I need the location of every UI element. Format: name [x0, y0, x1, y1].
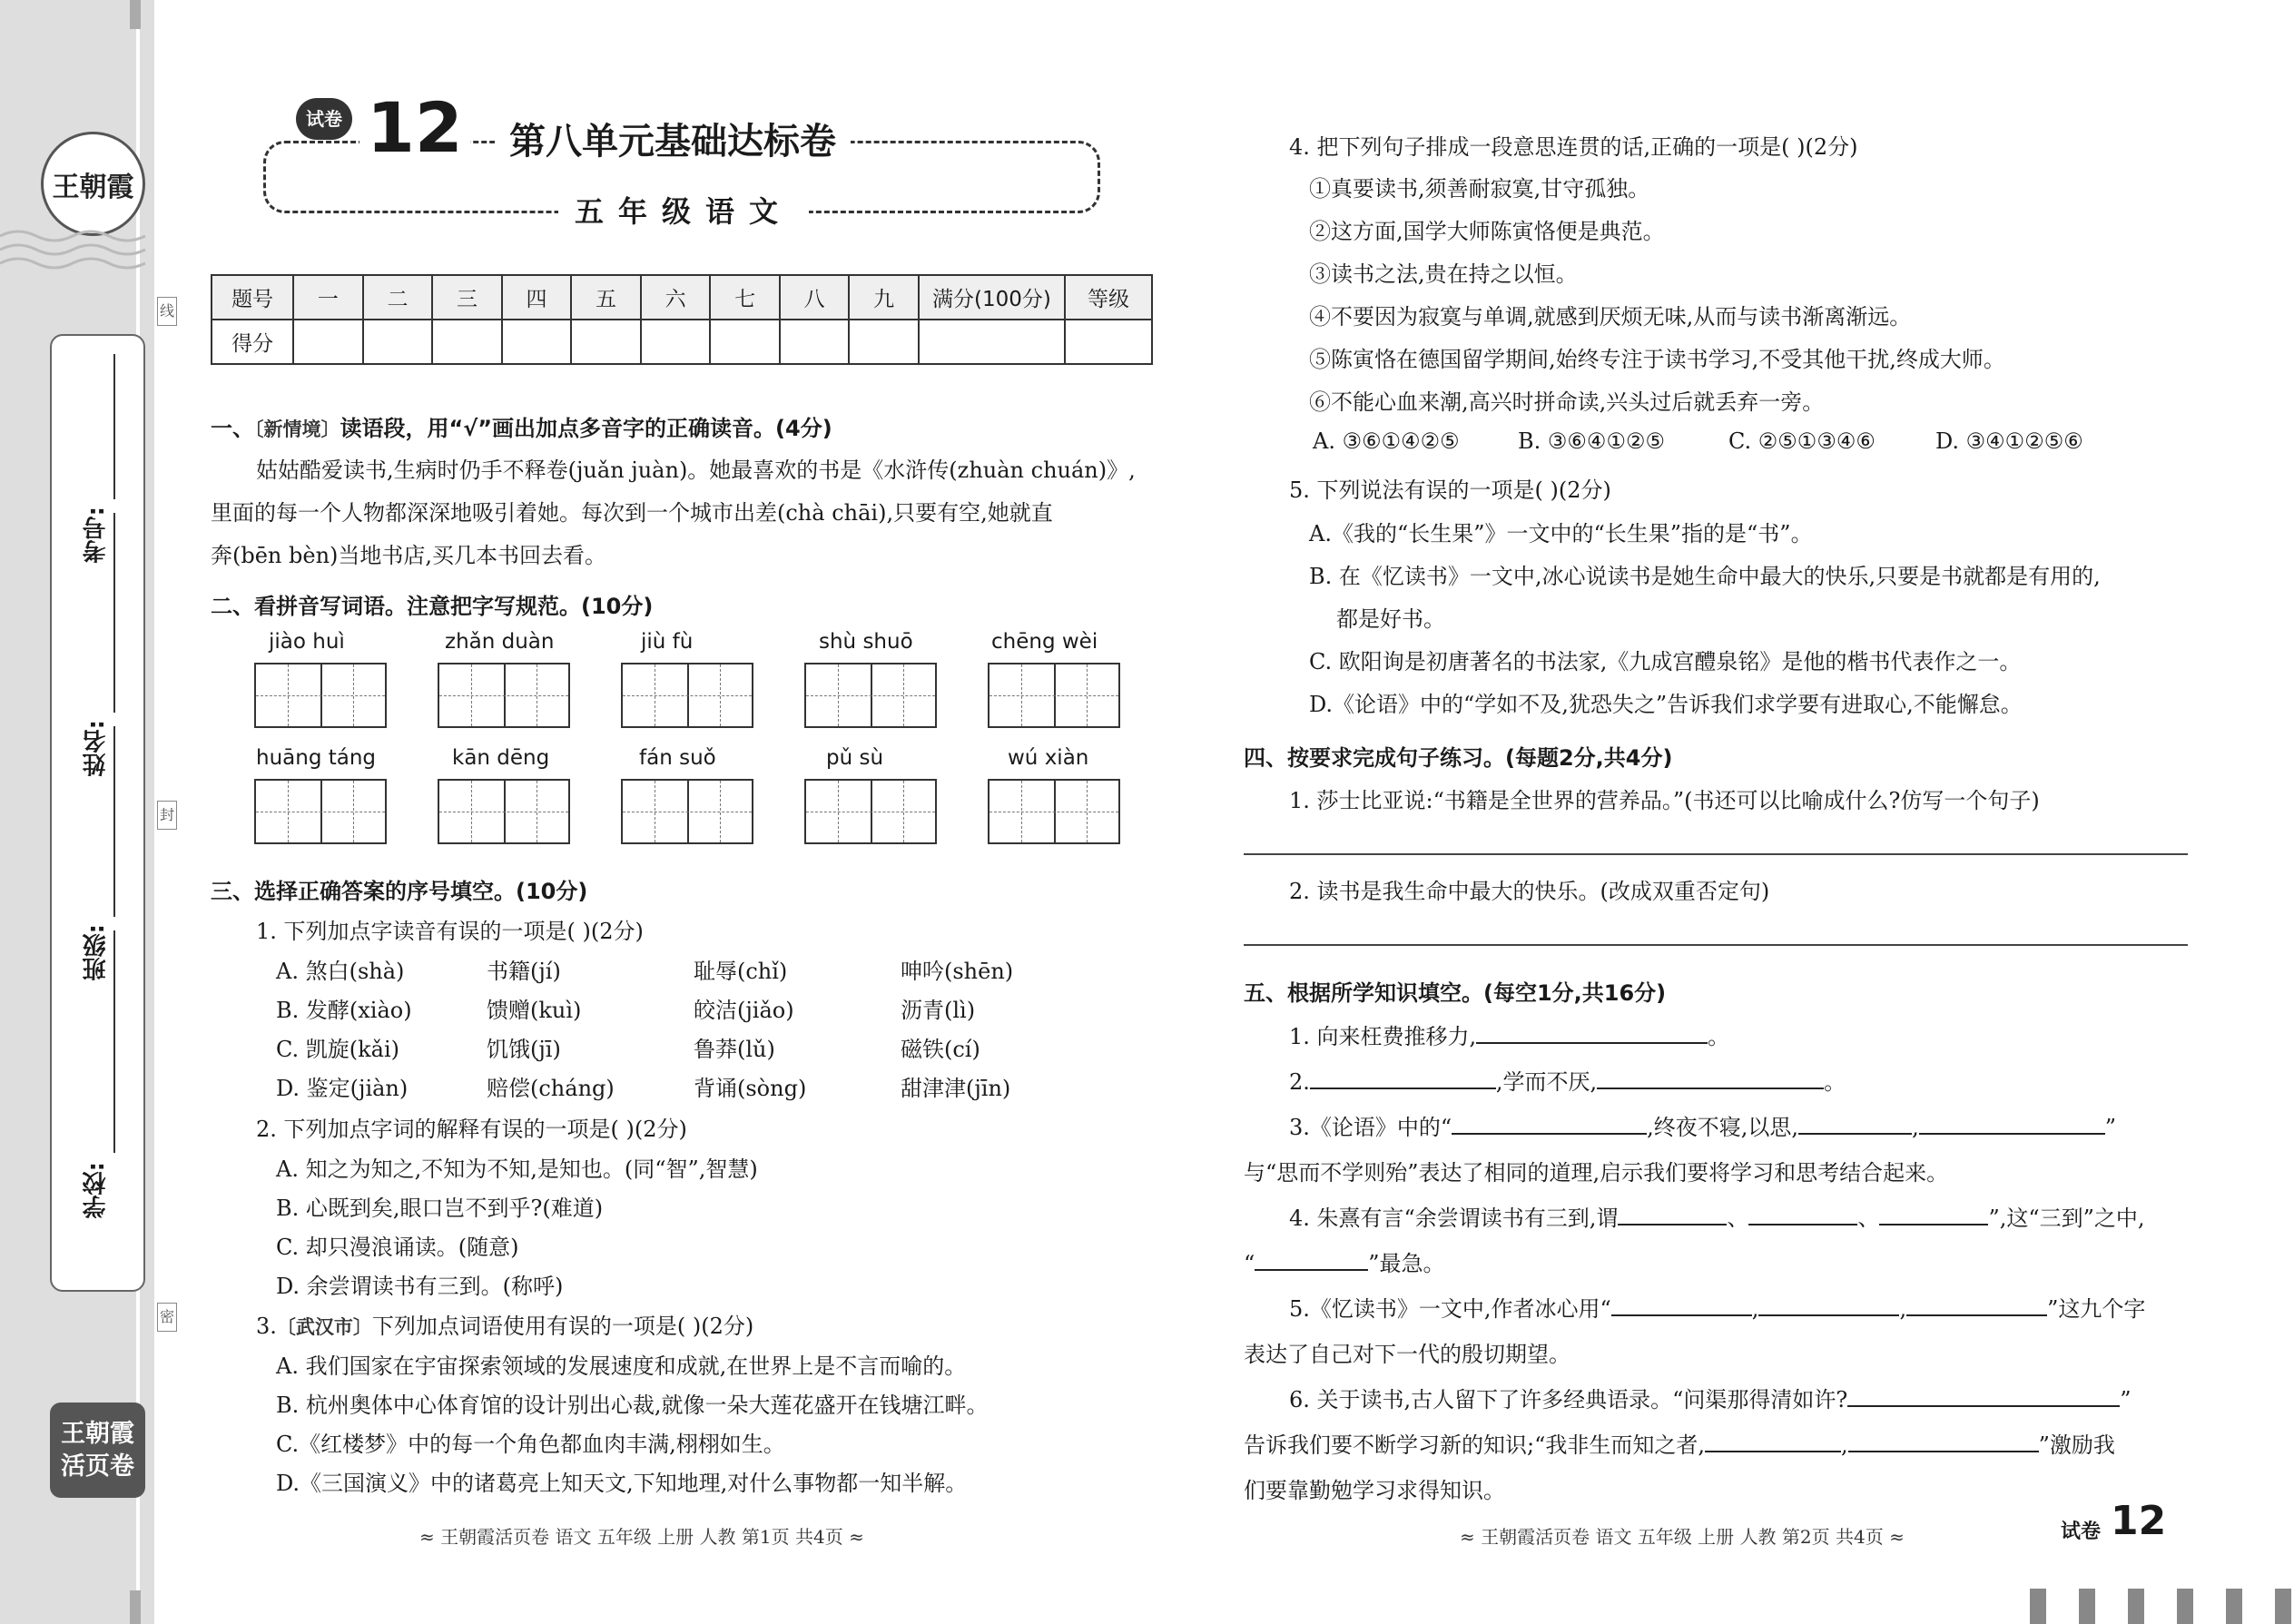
- pinyin-label: pǔ sù: [826, 746, 884, 770]
- option-cell: 赔偿(cháng): [487, 1076, 615, 1101]
- option-line: D.《论语》中的“学如不及,犹恐失之”告诉我们求学要有进取心,不能懈怠。: [1309, 692, 2023, 717]
- paper-number: 12: [359, 89, 470, 167]
- fill-text: ,: [1840, 1432, 1848, 1458]
- name-field[interactable]: [113, 513, 115, 713]
- blank[interactable]: [1705, 1431, 1841, 1452]
- option-line: C. 欧阳询是初唐著名的书法家,《九成宫醴泉铭》是他的楷书代表作之一。: [1309, 649, 2022, 674]
- table-cell: 六: [641, 275, 711, 320]
- fill-text: ,终夜不寝,以思,: [1647, 1115, 1799, 1140]
- fill-line-5: [1289, 1291, 2145, 1323]
- page-title: 第八单元基础达标卷: [495, 113, 851, 164]
- option-cell: 磁铁(cí): [901, 1037, 980, 1062]
- fill-text: 告诉我们要不断学习新的知识;“我非生而知之者,: [1244, 1432, 1705, 1458]
- binding-mark-line: 线: [157, 297, 177, 326]
- corner-label: 试卷: [2061, 1521, 2102, 1543]
- option-line: C.《红楼梦》中的每一个角色都血肉丰满,栩栩如生。: [276, 1432, 785, 1457]
- option-line: B. 杭州奥体中心体育馆的设计别出心裁,就像一朵大莲花盛开在钱塘江畔。: [276, 1393, 989, 1418]
- pinyin-label: kān dēng: [452, 746, 550, 770]
- blank[interactable]: [1848, 1431, 2039, 1452]
- brand-stamp: [50, 1403, 145, 1498]
- fill-text: ,: [1899, 1296, 1907, 1322]
- wave-decoration: [0, 222, 154, 277]
- class-field[interactable]: [113, 726, 115, 917]
- option-cell: 皎洁(jiǎo): [694, 998, 794, 1023]
- option-cell: A. 煞白(shà): [276, 959, 405, 984]
- fill-text: ”,这“三到”之中,: [1988, 1206, 2145, 1231]
- fill-text: 4. 朱熹有言“余尝谓读书有三到,谓: [1289, 1206, 1619, 1231]
- blank[interactable]: [1879, 1204, 1988, 1225]
- option-cell: 沥青(lì): [901, 998, 976, 1023]
- option-cell: 饥饿(jī): [487, 1037, 561, 1062]
- fill-line-6: [1289, 1382, 2132, 1413]
- score-cell[interactable]: [919, 320, 1065, 364]
- table-cell: 五: [571, 275, 641, 320]
- fill-text: 。: [1708, 1024, 1730, 1049]
- fill-line-6c: 们要靠勤勉学习求得知识。: [1244, 1478, 1505, 1503]
- bottom-bar: [2128, 1589, 2144, 1624]
- q1-paragraph-line: 姑姑酷爱读书,生病时仍手不释卷(juǎn juàn)。她最喜欢的书是《水浒传(zhuàn chuán)》,: [256, 458, 1136, 483]
- choice-option: D. ③④①②⑤⑥: [1935, 428, 2083, 454]
- q4-heading: 四、按要求完成句子练习。(每题2分,共4分): [1244, 745, 1673, 771]
- q2-heading: 二、看拼音写词语。注意把字写规范。(10分): [211, 594, 654, 619]
- fill-line-3b: 与“思而不学则殆”表达了相同的道理,启示我们要将学习和思考结合起来。: [1244, 1160, 1949, 1186]
- option-cell: 背诵(sòng): [694, 1076, 807, 1101]
- q1-heading-text: 读语段，用“√”画出加点多音字的正确读音。(4分): [340, 416, 832, 441]
- class-label: 班级:: [83, 924, 110, 981]
- q1-paragraph-line: 奔(bēn bèn)当地书店,买几本书回去看。: [211, 543, 607, 568]
- blank[interactable]: [1758, 1294, 1899, 1316]
- q3-heading: 三、选择正确答案的序号填空。(10分): [211, 879, 588, 904]
- fill-text: 6. 关于读书,古人留下了许多经典语录。“问渠那得清如许?: [1289, 1387, 1848, 1412]
- score-cell[interactable]: [1065, 320, 1152, 364]
- pinyin-label: fán suǒ: [639, 746, 716, 770]
- fill-text: ”最急。: [1368, 1251, 1445, 1276]
- score-cell[interactable]: [641, 320, 711, 364]
- sentence-item: ⑤陈寅恪在德国留学期间,始终专注于读书学习,不受其他干扰,终成大师。: [1309, 347, 2005, 372]
- fill-text: ,: [1751, 1296, 1759, 1322]
- table-cell: 九: [849, 275, 919, 320]
- fill-text: 5.《忆读书》一文中,作者冰心用“: [1289, 1296, 1611, 1322]
- blank[interactable]: [1597, 1068, 1824, 1089]
- writing-grid[interactable]: [621, 779, 753, 844]
- blank[interactable]: [1798, 1113, 1912, 1135]
- q3-sub2: 2. 下列加点字词的解释有误的一项是( )(2分): [256, 1117, 687, 1142]
- option-cell: B. 发酵(xiào): [276, 998, 412, 1023]
- blank[interactable]: [1618, 1204, 1727, 1225]
- q4-sub1: 1. 莎士比亚说:“书籍是全世界的营养品。”(书还可以比喻成什么?仿写一个句子): [1289, 788, 2040, 813]
- q1-tag: 〔新情境〕: [254, 418, 340, 440]
- table-cell: 八: [780, 275, 850, 320]
- writing-grid[interactable]: [438, 779, 570, 844]
- score-cell[interactable]: [363, 320, 433, 364]
- brand-line2: 活页卷: [61, 1452, 134, 1481]
- fill-text: ,: [1912, 1115, 1919, 1140]
- publisher-logo: [41, 132, 145, 236]
- bottom-bar: [2275, 1589, 2291, 1624]
- pinyin-label: jiào huì: [269, 630, 345, 654]
- bottom-bar: [2226, 1589, 2242, 1624]
- corner-number: 12: [2111, 1498, 2167, 1544]
- sentence-item: ⑥不能心血来潮,高兴时拼命读,兴头过后就丢弃一旁。: [1309, 389, 1825, 415]
- q5-heading: 五、根据所学知识填空。(每空1分,共16分): [1244, 980, 1667, 1006]
- choice-option: C. ②⑤①③④⑥: [1728, 428, 1876, 454]
- option-cell: D. 鉴定(jiàn): [276, 1076, 409, 1101]
- fill-line-5b: 表达了自己对下一代的殷切期望。: [1244, 1342, 1570, 1367]
- choice-option: B. ③⑥④①②⑤: [1518, 428, 1665, 454]
- table-cell: 等级: [1065, 275, 1152, 320]
- score-cell[interactable]: [432, 320, 502, 364]
- score-table: [211, 274, 1153, 365]
- option-cell: 甜津津(jīn): [901, 1076, 1011, 1101]
- option-cell: 鲁莽(lǔ): [694, 1037, 775, 1062]
- blank[interactable]: [1919, 1113, 2105, 1135]
- name-label: 姓名:: [83, 720, 110, 777]
- table-cell: 一: [293, 275, 363, 320]
- pinyin-label: shù shuō: [819, 630, 913, 654]
- writing-grid[interactable]: [438, 663, 570, 728]
- option-line: D.《三国演义》中的诸葛亮上知天文,下知地理,对什么事物都一知半解。: [276, 1471, 968, 1496]
- pinyin-label: zhǎn duàn: [445, 630, 555, 654]
- pinyin-label: wú xiàn: [1008, 746, 1089, 770]
- blank[interactable]: [1310, 1068, 1496, 1089]
- table-cell: 题号: [212, 275, 293, 320]
- binding-mark-seal: 封: [157, 801, 177, 830]
- q3-sub3: [256, 1308, 753, 1340]
- q3-sub1: 1. 下列加点字读音有误的一项是( )(2分): [256, 919, 644, 944]
- fill-line-3: [1289, 1109, 2116, 1141]
- strip-mark: [130, 0, 141, 29]
- bottom-bar: [2177, 1589, 2193, 1624]
- writing-grid[interactable]: [988, 663, 1120, 728]
- option-cell: 书籍(jí): [487, 959, 561, 984]
- fill-line-4: [1289, 1200, 2145, 1232]
- fill-text: ”激励我: [2038, 1432, 2115, 1458]
- option-cell: 耻辱(chǐ): [694, 959, 788, 984]
- q4-sub2: 2. 读书是我生命中最大的快乐。(改成双重否定句): [1289, 879, 1770, 904]
- writing-grid[interactable]: [804, 779, 937, 844]
- score-cell[interactable]: [502, 320, 572, 364]
- blank[interactable]: [1906, 1294, 2047, 1316]
- binding-mark-secret: 密: [157, 1303, 177, 1332]
- footer-right: ≈ 王朝霞活页卷 语文 五年级 上册 人教 第2页 共4页 ≈: [1460, 1526, 1905, 1548]
- sentence-item: ②这方面,国学大师陈寅恪便是典范。: [1309, 219, 1665, 244]
- blank[interactable]: [1452, 1113, 1647, 1135]
- score-cell[interactable]: [780, 320, 850, 364]
- table-cell: 三: [432, 275, 502, 320]
- school-label: 学校:: [83, 1162, 110, 1219]
- option-line: C. 却只漫浪诵读。(随意): [276, 1235, 519, 1260]
- fill-text: ”: [2120, 1387, 2132, 1412]
- option-line: A. 知之为知之,不知为不知,是知也。(同“智”,智慧): [276, 1156, 758, 1182]
- writing-grid[interactable]: [254, 663, 387, 728]
- bottom-bar: [2079, 1589, 2095, 1624]
- q1-heading: [211, 410, 832, 442]
- strip-mark: [130, 1590, 141, 1624]
- table-cell: 二: [363, 275, 433, 320]
- table-cell: 得分: [212, 320, 293, 364]
- option-line: A.《我的“长生果”》一文中的“长生果”指的是“书”。: [1309, 521, 1813, 546]
- writing-grid[interactable]: [988, 779, 1120, 844]
- blank[interactable]: [1611, 1294, 1752, 1316]
- pinyin-label: chēng wèi: [991, 630, 1098, 654]
- score-cell[interactable]: [293, 320, 363, 364]
- student-info-card: [50, 334, 145, 1292]
- fill-line-4b: [1244, 1245, 1445, 1277]
- fill-text: 、: [1857, 1206, 1880, 1231]
- blank[interactable]: [1748, 1204, 1857, 1225]
- q3-sub3-text: 下列加点词语使用有误的一项是( )(2分): [371, 1314, 754, 1339]
- fill-text: ”: [2104, 1115, 2116, 1140]
- choice-option: A. ③⑥①④②⑤: [1313, 428, 1460, 454]
- fill-text: 、: [1727, 1206, 1749, 1231]
- pinyin-label: huāng táng: [256, 746, 377, 770]
- table-row: [212, 275, 1152, 320]
- q3-sub5: 5. 下列说法有误的一项是( )(2分): [1289, 477, 1611, 503]
- option-line: 都是好书。: [1336, 606, 1445, 632]
- sentence-item: ④不要因为寂寞与单调,就感到厌烦无味,从而与读书渐离渐远。: [1309, 304, 1912, 330]
- fill-text: 1. 向来枉费推移力,: [1289, 1024, 1477, 1049]
- fill-text: 。: [1824, 1069, 1846, 1095]
- blank[interactable]: [1255, 1249, 1368, 1271]
- writing-grid[interactable]: [621, 663, 753, 728]
- school-field[interactable]: [113, 930, 115, 1153]
- fill-line-1: [1289, 1019, 1729, 1050]
- option-line: D. 余尝谓读书有三到。(称呼): [276, 1274, 564, 1299]
- fill-line-2: [1289, 1064, 1846, 1096]
- score-cell[interactable]: [849, 320, 919, 364]
- answer-line[interactable]: [1244, 944, 2188, 946]
- fill-text: “: [1244, 1251, 1255, 1276]
- sentence-item: ①真要读书,须善耐寂寞,甘守孤独。: [1309, 176, 1650, 202]
- fill-line-6b: [1244, 1427, 2115, 1459]
- logo-text: 王朝霞: [52, 171, 134, 203]
- fill-text: 2.: [1289, 1069, 1310, 1095]
- option-line: B. 在《忆读书》一文中,冰心说读书是她生命中最大的快乐,只要是书就都是有用的,: [1309, 564, 2101, 589]
- writing-grid[interactable]: [804, 663, 937, 728]
- fill-text: ,学而不厌,: [1495, 1069, 1598, 1095]
- q1-number: 一、: [211, 416, 254, 441]
- writing-grid[interactable]: [254, 779, 387, 844]
- pinyin-label: jiù fù: [641, 630, 694, 654]
- option-cell: 呻吟(shēn): [901, 959, 1014, 984]
- table-cell: 四: [502, 275, 572, 320]
- score-cell[interactable]: [571, 320, 641, 364]
- brand-line1: 王朝霞: [61, 1419, 134, 1448]
- bottom-bar: [2030, 1589, 2046, 1624]
- option-cell: C. 凯旋(kǎi): [276, 1037, 400, 1062]
- table-row: [212, 320, 1152, 364]
- page-subtitle: 五年级语文: [558, 189, 809, 231]
- blank[interactable]: [1847, 1385, 2120, 1407]
- answer-line[interactable]: [1244, 853, 2188, 855]
- fill-text: ”这九个字: [2047, 1296, 2146, 1322]
- q3-sub4: 4. 把下列句子排成一段意思连贯的话,正确的一项是( )(2分): [1289, 134, 1858, 160]
- table-cell: 七: [710, 275, 780, 320]
- option-line: A. 我们国家在宇宙探索领域的发展速度和成就,在世界上是不言而喻的。: [276, 1353, 967, 1379]
- score-cell[interactable]: [710, 320, 780, 364]
- table-cell: 满分(100分): [919, 275, 1065, 320]
- paper-badge: 试卷: [296, 98, 352, 140]
- option-line: B. 心既到矣,眼口岂不到乎?(难道): [276, 1196, 604, 1221]
- q3-sub3-number: 3.: [256, 1314, 277, 1339]
- option-cell: 馈赠(kuì): [487, 998, 582, 1023]
- footer-left: ≈ 王朝霞活页卷 语文 五年级 上册 人教 第1页 共4页 ≈: [419, 1526, 864, 1548]
- q3-sub3-tag: 〔武汉市〕: [276, 1316, 372, 1338]
- number-label: 考号:: [83, 507, 110, 564]
- fill-text: 3.《论语》中的“: [1289, 1115, 1452, 1140]
- q1-paragraph-line: 里面的每一个人物都深深地吸引着她。每次到一个城市出差(chà chāi),只要有空,她就直: [211, 500, 1053, 526]
- blank[interactable]: [1476, 1022, 1708, 1044]
- sentence-item: ③读书之法,贵在持之以恒。: [1309, 261, 1578, 287]
- number-field[interactable]: [113, 354, 115, 499]
